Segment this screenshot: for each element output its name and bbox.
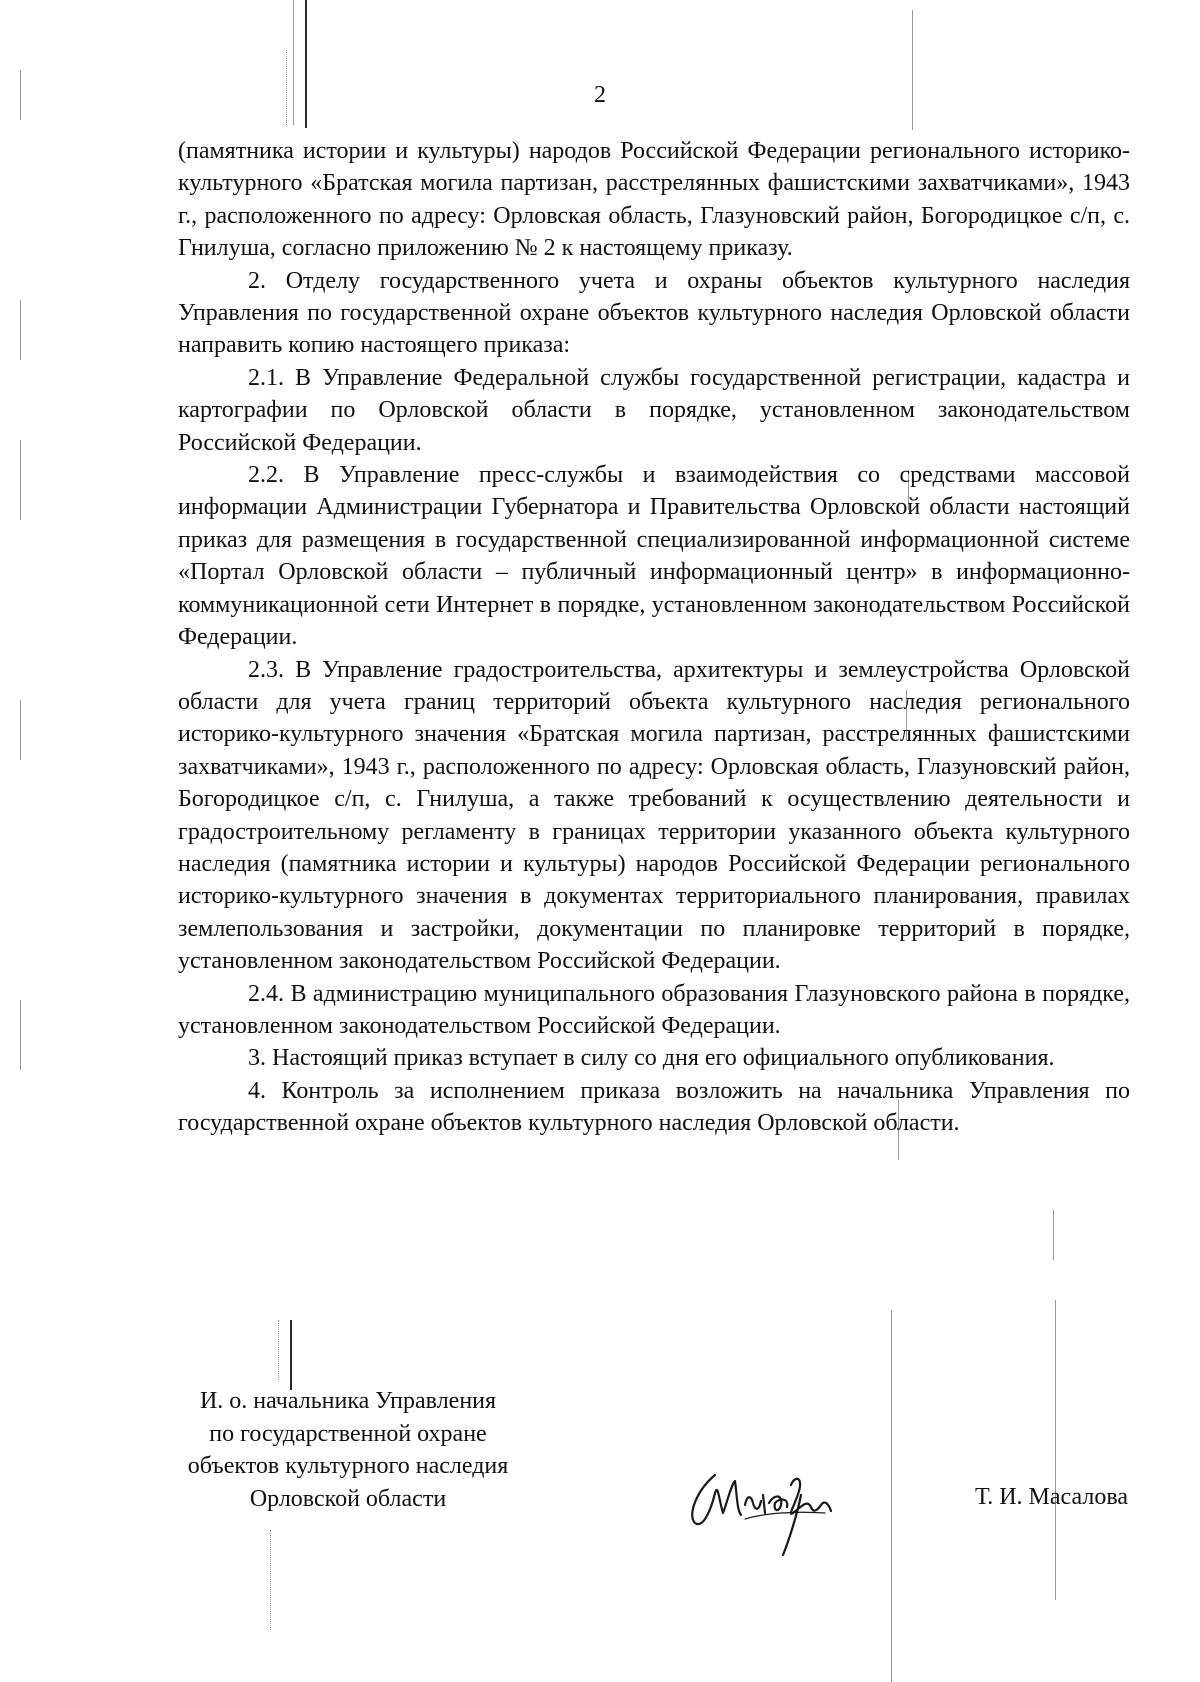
scan-artifact-line	[20, 700, 21, 760]
page-number: 2	[594, 82, 606, 108]
signatory-title-line: Орловской области	[249, 1485, 447, 1512]
scan-artifact-line	[290, 1320, 292, 1390]
signatory-title	[178, 1385, 518, 1515]
signatory-title-line: объектов культурного наследия	[187, 1453, 509, 1479]
scan-artifact-line	[278, 1320, 279, 1380]
paragraph: 2.1. В Управление Федеральной службы государственной регистрации, кадастра и картографии по Орловской области в порядке, установленном законодательством Российской Федерации.	[178, 364, 1130, 456]
signer-name: Т. И. Масалова	[974, 1484, 1128, 1510]
paragraph: (памятника истории и культуры) народов Российской Федерации регионального историко-культурного «Братская могила партизан, расстрелянных фашистскими захватчиками», 1943 г., расположенного по адресу: Орловская область, Глазуновский район, Богородицкое с/п, с. Гнилуша, согласно приложению № 2 к настоящему приказу.	[178, 138, 1130, 262]
scan-artifact-line	[912, 10, 913, 130]
paragraph: 2.2. В Управление пресс-службы и взаимодействия со средствами массовой информации Администрации Губернатора и Правительства Орловской области настоящий приказ для размещения в государственной специализированной информационной системе «Портал Орловской области – публичный информационный центр» в информационно-коммуникационной сети Интернет в порядке, установленном законодательством Российской Федерации.	[178, 462, 1130, 651]
scan-artifact-line	[1053, 1210, 1054, 1260]
document-body	[178, 135, 1130, 1140]
paragraph: 3. Настоящий приказ вступает в силу со дня его официального опубликования.	[248, 1045, 1055, 1072]
scan-artifact-line	[20, 440, 21, 520]
scan-artifact-line	[20, 300, 21, 360]
scan-artifact-line	[891, 1310, 892, 1682]
scan-artifact-line	[1055, 1300, 1056, 1600]
signatory-title-line: по государственной охране	[209, 1420, 487, 1447]
paragraph: 2.4. В администрацию муниципального образования Глазуновского района в порядке, установленном законодательством Российской Федерации.	[178, 980, 1130, 1039]
paragraph: 2.3. В Управление градостроительства, архитектуры и землеустройства Орловской области для учета границ территорий объекта культурного наследия регионального историко-культурного значения «Братская могила партизан, расстрелянных фашистскими захватчиками», 1943 г., расположенного по адресу: Орловская область, Глазуновский район, Богородицкое с/п, с. Гнилуша, а также требований к осуществлению деятельности и градостроительному регламенту в границах территории указанного объекта культурного наследия (памятника истории и культуры) народов Российской Федерации регионального историко-культурного значения в документах территориального планирования, правилах землепользования и застройки, документации по планировке территорий в порядке, установленном законодательством Российской Федерации.	[178, 656, 1130, 975]
signatory-title-line: И. о. начальника Управления	[199, 1388, 497, 1414]
handwritten-signature	[685, 1455, 865, 1565]
paragraph: 4. Контроль за исполнением приказа возложить на начальника Управления по государственной охране объектов культурного наследия Орловской области.	[178, 1077, 1130, 1137]
paragraph: 2. Отделу государственного учета и охраны объектов культурного наследия Управления по государственной охране объектов культурного наследия Орловской области направить копию настоящего приказа:	[178, 267, 1130, 359]
scan-artifact-line	[20, 1000, 21, 1070]
scan-artifact-line	[270, 1530, 271, 1630]
